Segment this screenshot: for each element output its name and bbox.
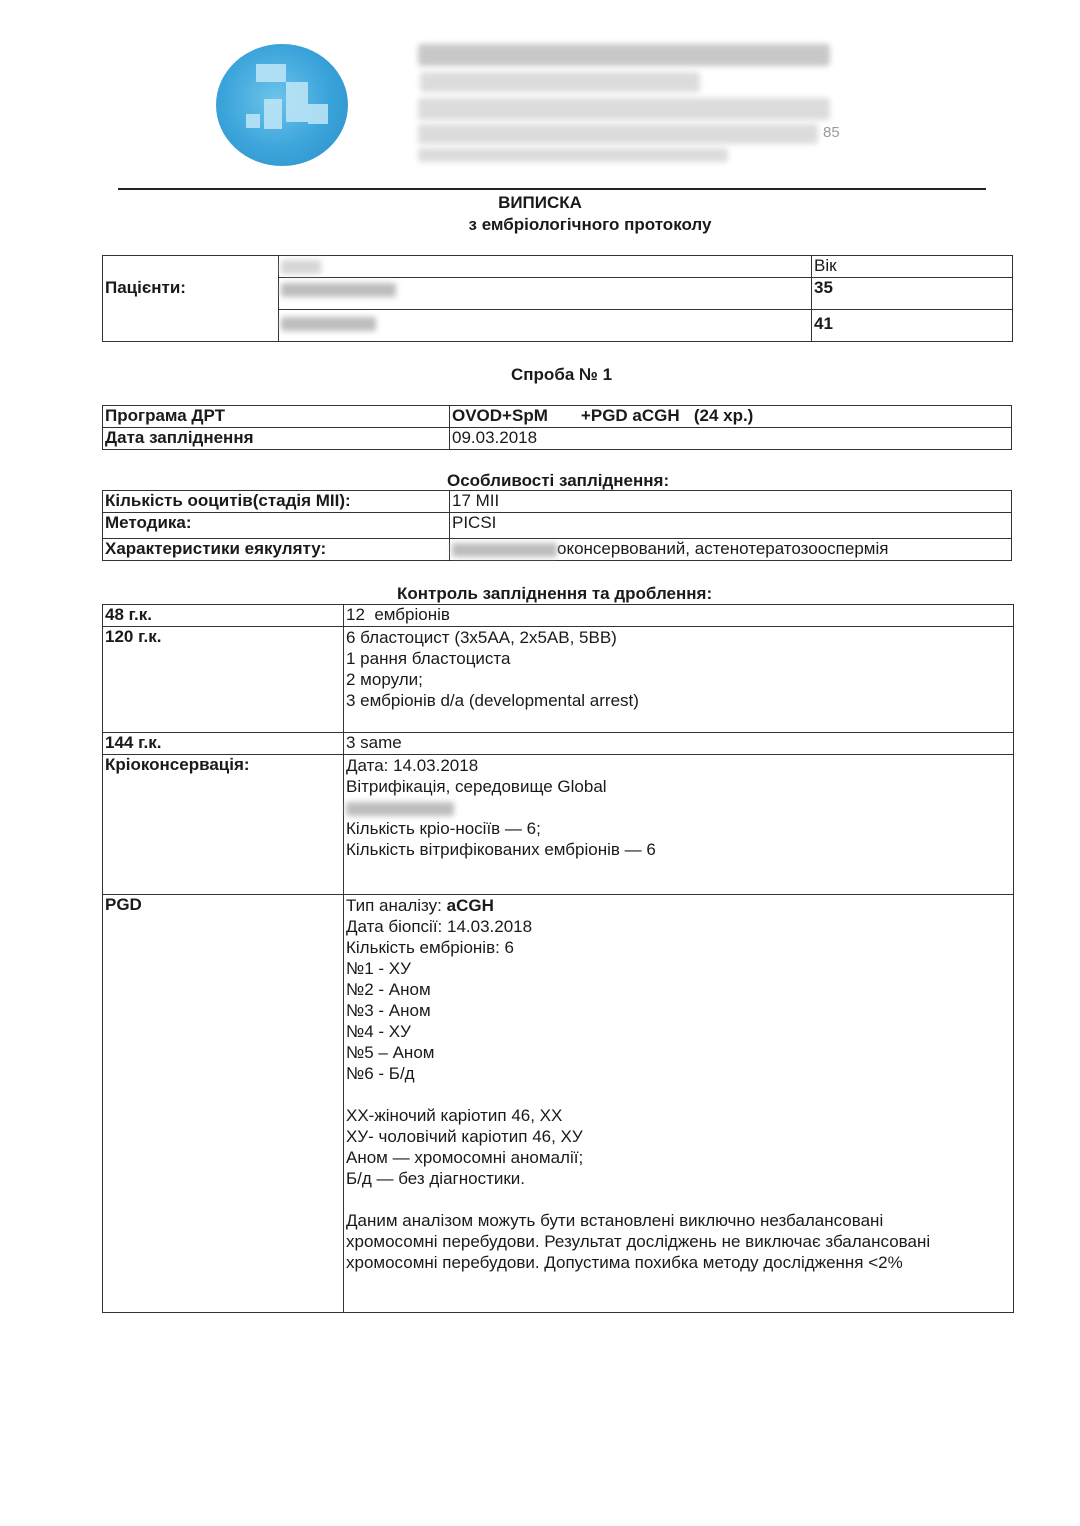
cryo-cell [344, 755, 1014, 895]
fertilization-table [102, 490, 1012, 561]
cryo-line: Дата: 14.03.2018 [346, 756, 479, 775]
pgd-line: №4 - ХУ [346, 1022, 411, 1041]
cryo-redacted [346, 802, 454, 816]
pgd-line: №5 – Аном [346, 1043, 435, 1062]
pgd-line: Дата біопсії: 14.03.2018 [346, 917, 533, 936]
header-divider [118, 188, 986, 190]
clinic-phone-redacted [418, 124, 818, 144]
cryo-label: Кріоконсервація: [103, 755, 344, 895]
clinic-address-redacted [418, 98, 830, 120]
patients-table [102, 255, 1013, 342]
fertilization-date-label: Дата запліднення [103, 428, 450, 450]
pgd-type-value: aCGH [446, 896, 494, 915]
clinic-logo [216, 44, 348, 166]
cryo-line: Кількість кріо-носіїв — 6; [346, 819, 541, 838]
h48-value: 12 ембріонів [344, 605, 1014, 627]
ejaculate-label: Характеристики еякуляту: [103, 539, 450, 561]
clinic-name-redacted [418, 44, 830, 66]
cryo-line: Кількість вітрифікованих ембріонів — 6 [346, 840, 656, 859]
h120-line: 6 бластоцист (3х5АА, 2х5АВ, 5ВВ) [346, 628, 617, 647]
h120-cell [344, 627, 1014, 733]
pgd-cell [344, 895, 1014, 1313]
h120-line: 3 ембріонів d/a (developmental arrest) [346, 691, 639, 710]
patients-label: Пацієнти: [103, 278, 279, 310]
h120-line: 2 морули; [346, 670, 423, 689]
pgd-legend-line: ХХ-жіночий каріотип 46, ХХ [346, 1106, 563, 1125]
h144-value: 3 same [344, 733, 1014, 755]
pgd-note-line: хромосомні перебудови. Результат досліджень не виключає збалансовані [346, 1232, 931, 1251]
program-label: Програма ДРТ [103, 406, 450, 428]
patient-2-name-redacted [281, 317, 376, 331]
oocytes-label: Кількість ооцитів(стадія МІІ): [103, 491, 450, 513]
pgd-line: №2 - Аном [346, 980, 431, 999]
fertilization-title: Особливості запліднення: [447, 471, 670, 490]
document-title: ВИПИСКА [498, 193, 582, 212]
pgd-line: №1 - ХУ [346, 959, 411, 978]
pgd-line: Кількість ембріонів: 6 [346, 938, 515, 957]
patient-1-age: 35 [812, 278, 1013, 310]
pgd-type-prefix: Тип аналізу: [346, 896, 447, 915]
program-table [102, 405, 1012, 450]
method-label: Методика: [103, 513, 450, 539]
cryo-line: Вітрифікація, середовище Global [346, 777, 607, 796]
control-title: Контроль запліднення та дроблення: [397, 584, 713, 603]
pgd-note-line: Даним аналізом можуть бути встановлені виключно незбалансовані [346, 1211, 884, 1230]
oocytes-value: 17 MII [450, 491, 1012, 513]
program-value: OVOD+SpM +PGD aCGH (24 хр.) [450, 406, 1012, 428]
pgd-legend-line: Аном — хромосомні аномалії; [346, 1148, 584, 1167]
pgd-note-line: хромосомні перебудови. Допустима похибка методу дослідження <2% [346, 1253, 903, 1272]
document-subtitle: з ембріологічного протоколу [468, 215, 712, 234]
pgd-label: PGD [103, 895, 344, 1313]
patient-2-age: 41 [812, 310, 1013, 342]
ejaculate-value: оконсервований, астенотератозооспермія [557, 539, 889, 558]
fertilization-date-value: 09.03.2018 [450, 428, 1012, 450]
pgd-legend-line: ХУ- чоловічий каріотип 46, ХУ [346, 1127, 583, 1146]
pgd-legend-line: Б/д — без діагностики. [346, 1169, 526, 1188]
patient-1-name-redacted [281, 283, 396, 297]
clinic-email-redacted [418, 148, 728, 162]
clinic-director-redacted [420, 72, 700, 92]
attempt-title: Спроба № 1 [511, 365, 613, 384]
clinic-phone-fragment: 85 [823, 124, 840, 141]
h144-label: 144 г.к. [103, 733, 344, 755]
control-table [102, 604, 1014, 1313]
age-header: Вік [812, 256, 1013, 278]
h48-label: 48 г.к. [103, 605, 344, 627]
pgd-line: №6 - Б/д [346, 1064, 415, 1083]
h120-label: 120 г.к. [103, 627, 344, 733]
ejaculate-redacted [452, 543, 557, 557]
method-value: PICSI [450, 513, 1012, 539]
pgd-line: №3 - Аном [346, 1001, 431, 1020]
patient-initials-redacted [281, 260, 321, 274]
h120-line: 1 рання бластоциста [346, 649, 511, 668]
